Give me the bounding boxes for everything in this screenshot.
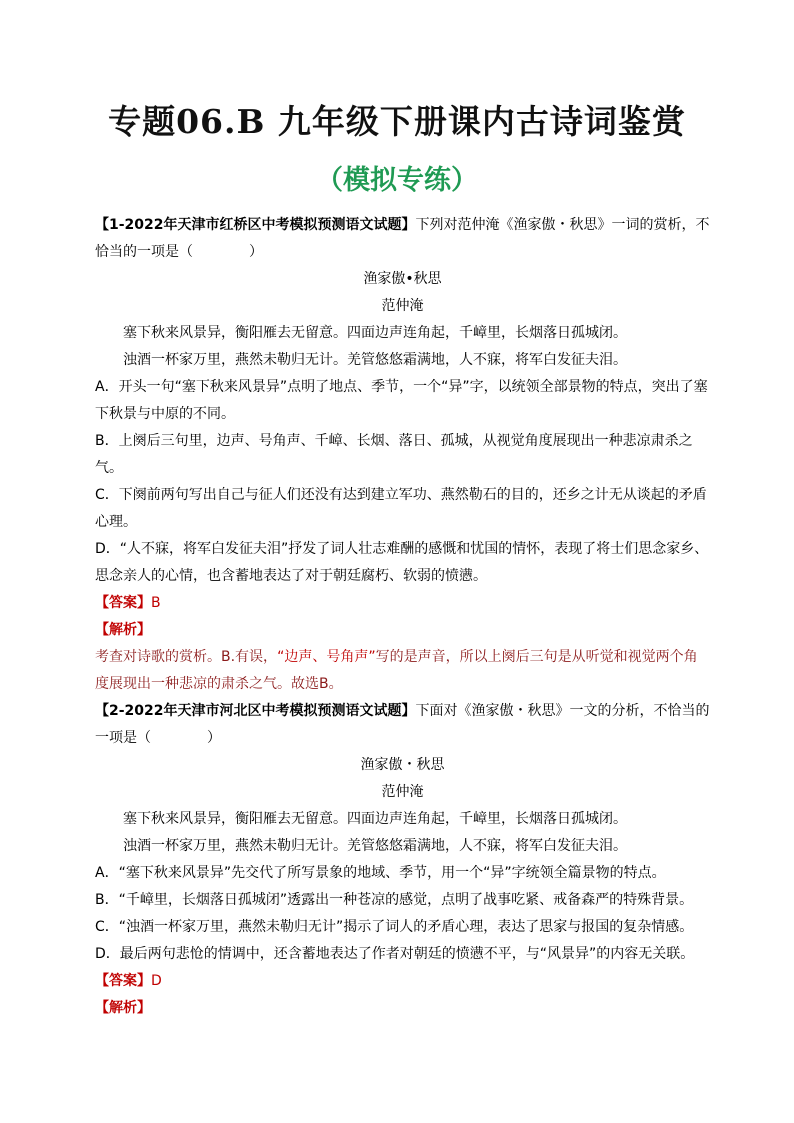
question-1-option-a: A．开头一句“塞下秋来风景异”点明了地点、季节，一个“异”字，以统领全部景物的特点，突出了塞下秋景与中原的不同。 bbox=[95, 379, 708, 422]
analysis-quote: “边声、号角声” bbox=[277, 649, 376, 665]
analysis-label: 【解析】 bbox=[95, 1000, 151, 1016]
document-body bbox=[95, 212, 710, 1022]
question-2-text: 下面对《渔家傲・秋思》一文的分析，不恰当的一项是（ ） bbox=[95, 703, 710, 746]
question-1-text: 下列对范仲淹《渔家傲・秋思》一词的赏析，不恰当的一项是（ ） bbox=[95, 217, 710, 260]
answer-label: 【答案】 bbox=[95, 595, 151, 611]
question-1-option-c: C．下阕前两句写出自己与征人们还没有达到建立军功、燕然勒石的目的，还乡之计无从谈起的矛盾心理。 bbox=[95, 487, 707, 530]
question-1-answer bbox=[95, 590, 710, 617]
question-1-poem-line-2: 浊酒一杯家万里，燕然未勒归无计。羌管悠悠霜满地，人不寐，将军白发征夫泪。 bbox=[123, 352, 627, 368]
question-2-poem-author: 范仲淹 bbox=[381, 784, 424, 800]
question-2-option-b: B．“千嶂里，长烟落日孤城闭”透露出一种苍凉的感觉，点明了战事吃紧、戒备森严的特殊背景。 bbox=[95, 892, 694, 908]
question-2-option-a: A．“塞下秋来风景异”先交代了所写景象的地域、季节，用一个“异”字统领全篇景物的特点。 bbox=[95, 865, 666, 881]
answer-value: B bbox=[151, 595, 161, 611]
question-2-analysis-heading bbox=[95, 995, 710, 1022]
analysis-part-1: 考查对诗歌的赏析。B.有误， bbox=[95, 649, 278, 665]
question-1-poem-author: 范仲淹 bbox=[381, 298, 424, 314]
question-1-analysis-text bbox=[95, 644, 710, 698]
question-2-poem-line-2: 浊酒一杯家万里，燕然未勒归无计。羌管悠悠霜满地，人不寐，将军白发征夫泪。 bbox=[123, 838, 627, 854]
question-1-analysis-heading bbox=[95, 617, 710, 644]
question-2-poem-title: 渔家傲・秋思 bbox=[360, 757, 445, 773]
question-2-option-c: C．“浊酒一杯家万里，燕然未勒归无计”揭示了词人的矛盾心理，表达了思家与报国的复杂情感。 bbox=[95, 919, 694, 935]
question-1-poem-title: 渔家傲•秋思 bbox=[363, 271, 442, 287]
question-2-stem bbox=[95, 698, 710, 752]
question-2-option-d: D．最后两句悲怆的情调中，还含蓄地表达了作者对朝廷的愤懑不平，与“风景异”的内容无关联。 bbox=[95, 946, 695, 962]
document-title: 专题06.B 九年级下册课内古诗词鉴赏 bbox=[108, 102, 686, 141]
question-1-option-d: D．“人不寐，将军白发征夫泪”抒发了词人壮志难酬的感慨和忧国的情怀，表现了将士们思念家乡、思念亲人的心情，也含蓄地表达了对于朝廷腐朽、软弱的愤懑。 bbox=[95, 541, 709, 584]
answer-label: 【答案】 bbox=[95, 973, 151, 989]
question-1-poem-line-1: 塞下秋来风景异，衡阳雁去无留意。四面边声连角起，千嶂里，长烟落日孤城闭。 bbox=[123, 325, 627, 341]
question-2-source: 【2-2022年天津市河北区中考模拟预测语文试题】 bbox=[95, 703, 416, 719]
analysis-part-2: 写的是声音，所以上阕后三句是从听觉和视觉两个角度展现出一种悲凉的肃杀之气。故选B。 bbox=[95, 649, 698, 692]
question-1-option-b: B．上阕后三句里，边声、号角声、千嶂、长烟、落日、孤城，从视觉角度展现出一种悲凉肃杀之气。 bbox=[95, 433, 693, 476]
question-1-source: 【1-2022年天津市红桥区中考模拟预测语文试题】 bbox=[95, 217, 416, 233]
answer-value: D bbox=[151, 973, 162, 989]
question-2-poem-line-1: 塞下秋来风景异，衡阳雁去无留意。四面边声连角起，千嶂里，长烟落日孤城闭。 bbox=[123, 811, 627, 827]
question-1-stem bbox=[95, 212, 710, 266]
document-subtitle: （模拟专练） bbox=[316, 165, 478, 196]
question-2-answer bbox=[95, 968, 710, 995]
analysis-label: 【解析】 bbox=[95, 622, 151, 638]
